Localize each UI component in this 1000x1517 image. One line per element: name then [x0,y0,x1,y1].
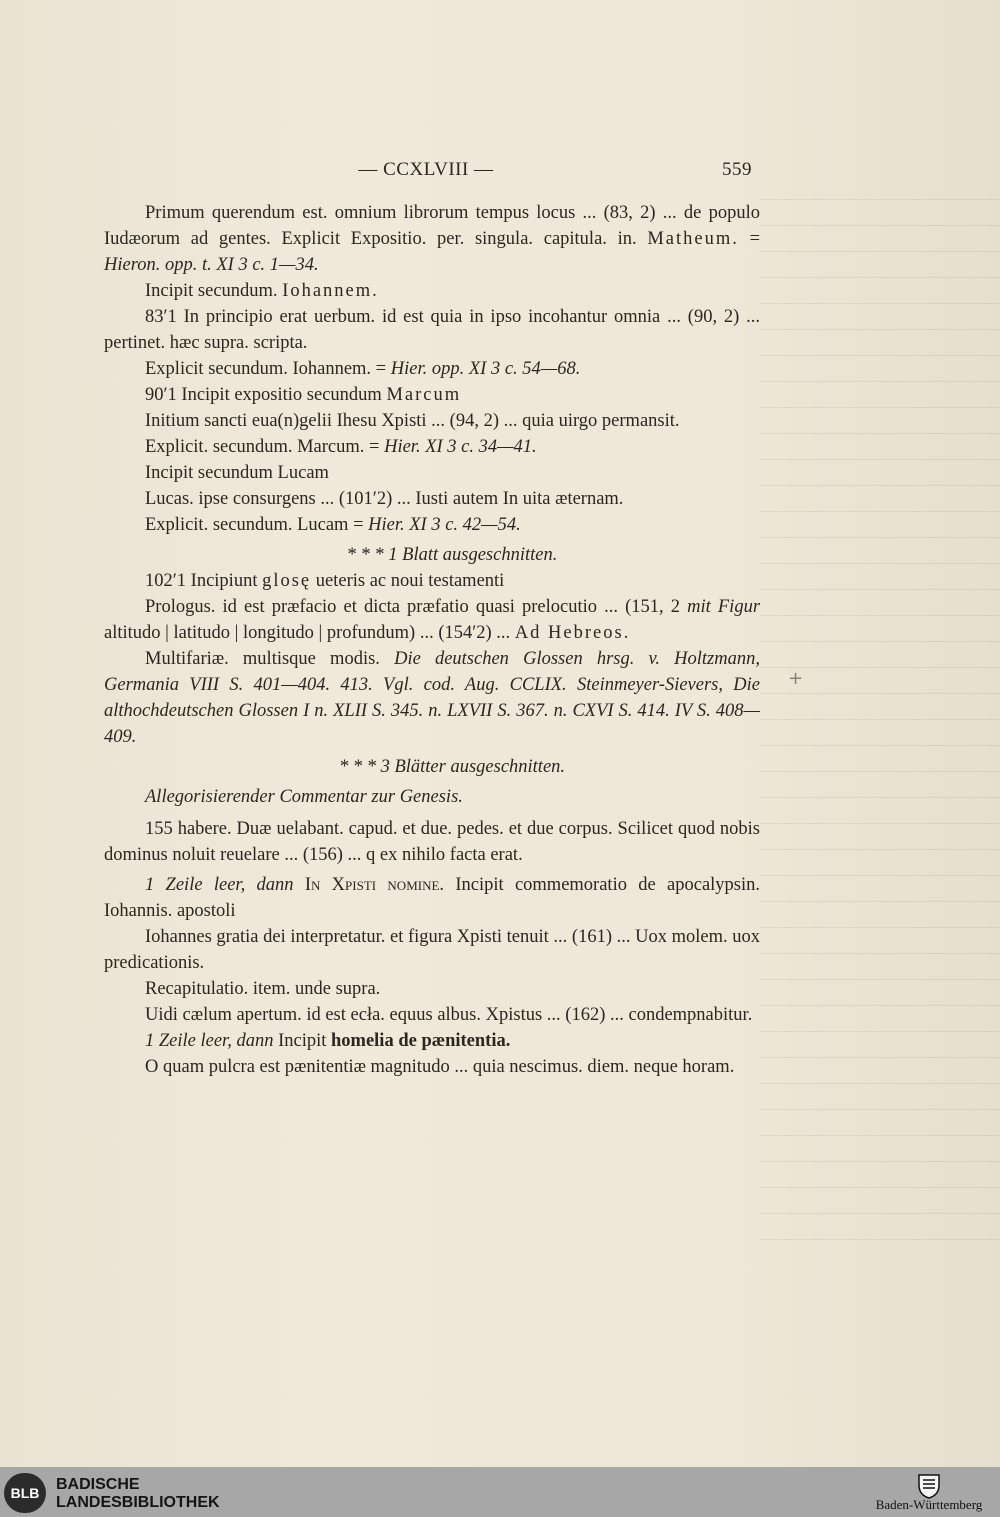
editor-note: * * * 1 Blatt ausgeschnitten. [346,545,558,565]
paragraph: Explicit secundum. Iohannem. = Hier. opp. XI 3 c. 54—68. [145,359,581,379]
paragraph: Recapitulatio. item. unde supra. [145,979,381,999]
paragraph: Uidi cælum apertum. id est ecła. equus albus. Xpistus ... (162) ... condempnabitur. [145,1005,753,1025]
paragraph: 83′1 In principio erat uerbum. id est quia in ipso incohantur omnia ... (90, 2) ... pertinet. hæc supra. scripta. [104,307,760,353]
paragraph: O quam pulcra est pænitentiæ magnitudo ... quia nescimus. diem. neque horam. [145,1057,735,1077]
paragraph: 102′1 Incipiunt glosę ueteris ac noui testamenti [145,571,505,591]
paragraph: 155 habere. Duæ uelabant. capud. et due. pedes. et due corpus. Scilicet quod nobis dominus noluit reuelare ... (156) ... q ex nihilo facta erat. [104,819,760,865]
library-name[interactable]: BADISCHE LANDESBIBLIOTHEK [56,1476,220,1511]
crosshair-mark: + [788,668,804,689]
paragraph: Prologus. id est præfacio et dicta præfatio quasi prelocutio ... (151, 2 mit Figur altitudo | latitudo | longitudo | profundum) ... (154′2) ... Ad Hebreos. [104,597,761,643]
paragraph: Explicit. secundum. Lucam = Hier. XI 3 c. 42—54. [145,515,521,535]
library-footer [0,1467,1000,1517]
page-header [100,157,752,187]
state-logo[interactable] [864,1471,994,1515]
section-heading: Allegorisierender Commentar zur Genesis. [145,787,463,807]
coat-of-arms-icon [917,1473,941,1499]
paragraph: 1 Zeile leer, dann Incipit homelia de pænitentia. [145,1031,511,1051]
paragraph: Initium sancti eua(n)gelii Ihesu Xpisti ... (94, 2) ... quia uirgo permansit. [145,411,680,431]
page-number: 559 [722,159,752,180]
paragraph: Iohannes gratia dei interpretatur. et figura Xpisti tenuit ... (161) ... Uox molem. uox predicationis. [104,927,760,973]
editor-note: * * * 3 Blätter ausgeschnitten. [338,757,566,777]
state-label: Baden-Württemberg [875,1497,983,1512]
paragraph: Primum querendum est. omnium librorum tempus locus ... (83, 2) ... de populo Iudæorum ad gentes. Explicit Expositio. per. singula. capitula. in. Matheum. = Hieron. opp. t. XI 3 c. 1—34. [104,203,760,275]
page-text [104,200,760,1080]
paragraph: Multifariæ. multisque modis. Die deutschen Glossen hrsg. v. Holtzmann, Germania VIII S. 401—404. 413. Vgl. cod. Aug. CCLIX. Steinmeyer-Sievers, Die althochdeutschen Glossen I n. XLII S. 345. n. LXVII S. 367. n. CXVI S. 414. IV S. 408—409. [104,649,760,747]
paragraph: Incipit secundum. Iohannem. [145,281,379,301]
paragraph: Incipit secundum Lucam [145,463,329,483]
blb-logo[interactable]: BLB [4,1473,46,1513]
paragraph: Explicit. secundum. Marcum. = Hier. XI 3 c. 34—41. [145,437,537,457]
bleed-through-text [760,185,1000,1245]
paragraph: Lucas. ipse consurgens ... (101′2) ... Iusti autem In uita æternam. [145,489,624,509]
chapter-number: — CCXLVIII — [358,159,494,180]
paragraph: 1 Zeile leer, dann In Xpisti nomine. Incipit commemoratio de apocalypsin. Iohannis. apostoli [104,875,761,921]
paragraph: 90′1 Incipit expositio secundum Marcum [145,385,462,405]
